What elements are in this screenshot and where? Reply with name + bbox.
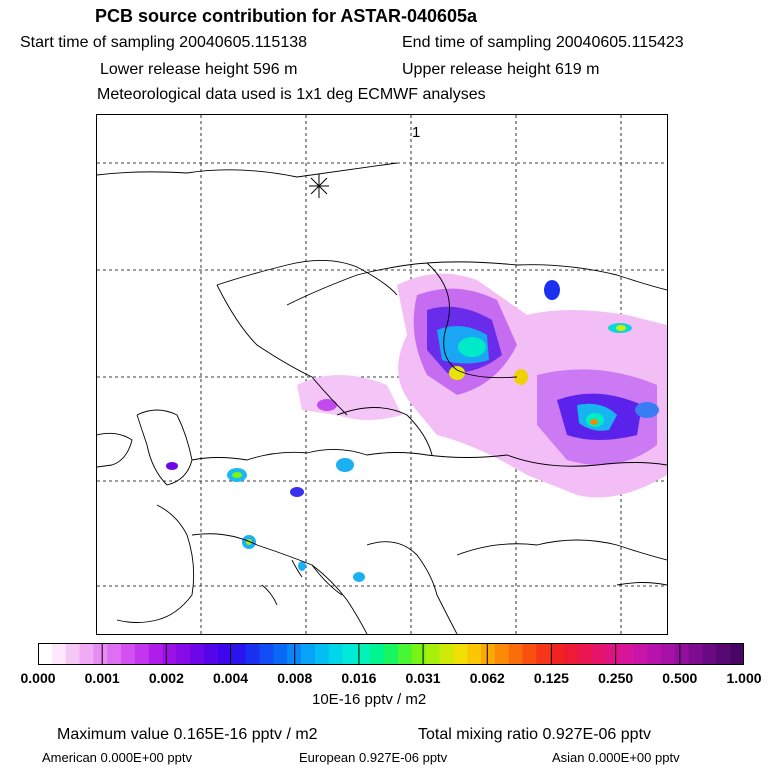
colorbar-cell	[426, 643, 440, 665]
marker-label: 1	[412, 124, 421, 141]
colorbar-cell	[509, 643, 523, 665]
colorbar-tick-label: 0.002	[148, 670, 184, 686]
colorbar-cell	[398, 643, 412, 665]
colorbar-cell	[149, 643, 163, 665]
colorbar-cell	[246, 643, 260, 665]
colorbar-cell	[38, 643, 52, 665]
asian-contribution: Asian 0.000E+00 pptv	[552, 750, 680, 765]
colorbar-tick-label: 0.250	[598, 670, 634, 686]
colorbar-cell	[176, 643, 190, 665]
colorbar-cell	[675, 643, 689, 665]
colorbar-cell	[315, 643, 329, 665]
colorbar-tick-label: 0.001	[84, 670, 120, 686]
colorbar-cell	[190, 643, 204, 665]
colorbar-cell	[384, 643, 398, 665]
colorbar-cell	[592, 643, 606, 665]
colorbar-cell	[329, 643, 343, 665]
colorbar-tick-label: 0.500	[662, 670, 698, 686]
colorbar-unit: 10E-16 pptv / m2	[312, 691, 427, 708]
colorbar-cell	[163, 643, 177, 665]
colorbar-cell	[730, 643, 744, 665]
colorbar-cell	[536, 643, 550, 665]
colorbar-cell	[121, 643, 135, 665]
colorbar-cells	[38, 643, 744, 665]
start-time: Start time of sampling 20040605.115138	[20, 34, 308, 51]
colorbar-cell	[52, 643, 66, 665]
colorbar-cell	[204, 643, 218, 665]
map-panel	[96, 114, 668, 635]
colorbar-cell	[66, 643, 80, 665]
colorbar-cell	[412, 643, 426, 665]
end-time: End time of sampling 20040605.115423	[402, 34, 684, 51]
colorbar-cell	[716, 643, 730, 665]
colorbar-cell	[647, 643, 661, 665]
colorbar-cell	[550, 643, 564, 665]
colorbar-cell	[135, 643, 149, 665]
colorbar-cell	[439, 643, 453, 665]
european-contribution: European 0.927E-06 pptv	[299, 750, 448, 765]
colorbar-cell	[93, 643, 107, 665]
colorbar-cell	[370, 643, 384, 665]
colorbar-cell	[481, 643, 495, 665]
colorbar-tick-label: 1.000	[726, 670, 762, 686]
maximum-value: Maximum value 0.165E-16 pptv / m2	[57, 726, 318, 743]
colorbar-cell	[232, 643, 246, 665]
american-contribution: American 0.000E+00 pptv	[42, 750, 192, 765]
colorbar-cell	[633, 643, 647, 665]
star-marker	[309, 174, 329, 198]
colorbar-cell	[578, 643, 592, 665]
colorbar-cell	[606, 643, 620, 665]
plot-title: PCB source contribution for ASTAR-040605a	[95, 6, 478, 26]
colorbar-cell	[453, 643, 467, 665]
colorbar-cell	[343, 643, 357, 665]
colorbar-cell	[689, 643, 703, 665]
colorbar-cell	[619, 643, 633, 665]
colorbar-cell	[564, 643, 578, 665]
upper-release-height: Upper release height 619 m	[402, 61, 600, 78]
colorbar-cell	[495, 643, 509, 665]
colorbar-cell	[259, 643, 273, 665]
colorbar-cell	[301, 643, 315, 665]
colorbar-cell	[273, 643, 287, 665]
colorbar-cell	[80, 643, 94, 665]
map-canvas	[97, 115, 667, 634]
met-data-note: Meteorological data used is 1x1 deg ECMWF analyses	[97, 86, 486, 103]
colorbar-tick-label: 0.031	[405, 670, 441, 686]
colorbar-cell	[523, 643, 537, 665]
colorbar-tick-label: 0.062	[469, 670, 505, 686]
colorbar-tick-label: 0.004	[213, 670, 249, 686]
lower-release-height: Lower release height 596 m	[100, 61, 298, 78]
concentration-plume	[166, 274, 667, 582]
colorbar-cell	[107, 643, 121, 665]
colorbar-tick-label: 0.125	[533, 670, 569, 686]
colorbar	[38, 643, 744, 665]
colorbar-tick-label: 0.000	[20, 670, 56, 686]
colorbar-cell	[661, 643, 675, 665]
colorbar-cell	[702, 643, 716, 665]
colorbar-cell	[467, 643, 481, 665]
colorbar-tick-label: 0.016	[341, 670, 377, 686]
colorbar-tick-label: 0.008	[277, 670, 313, 686]
total-mixing-ratio: Total mixing ratio 0.927E-06 pptv	[418, 726, 652, 743]
